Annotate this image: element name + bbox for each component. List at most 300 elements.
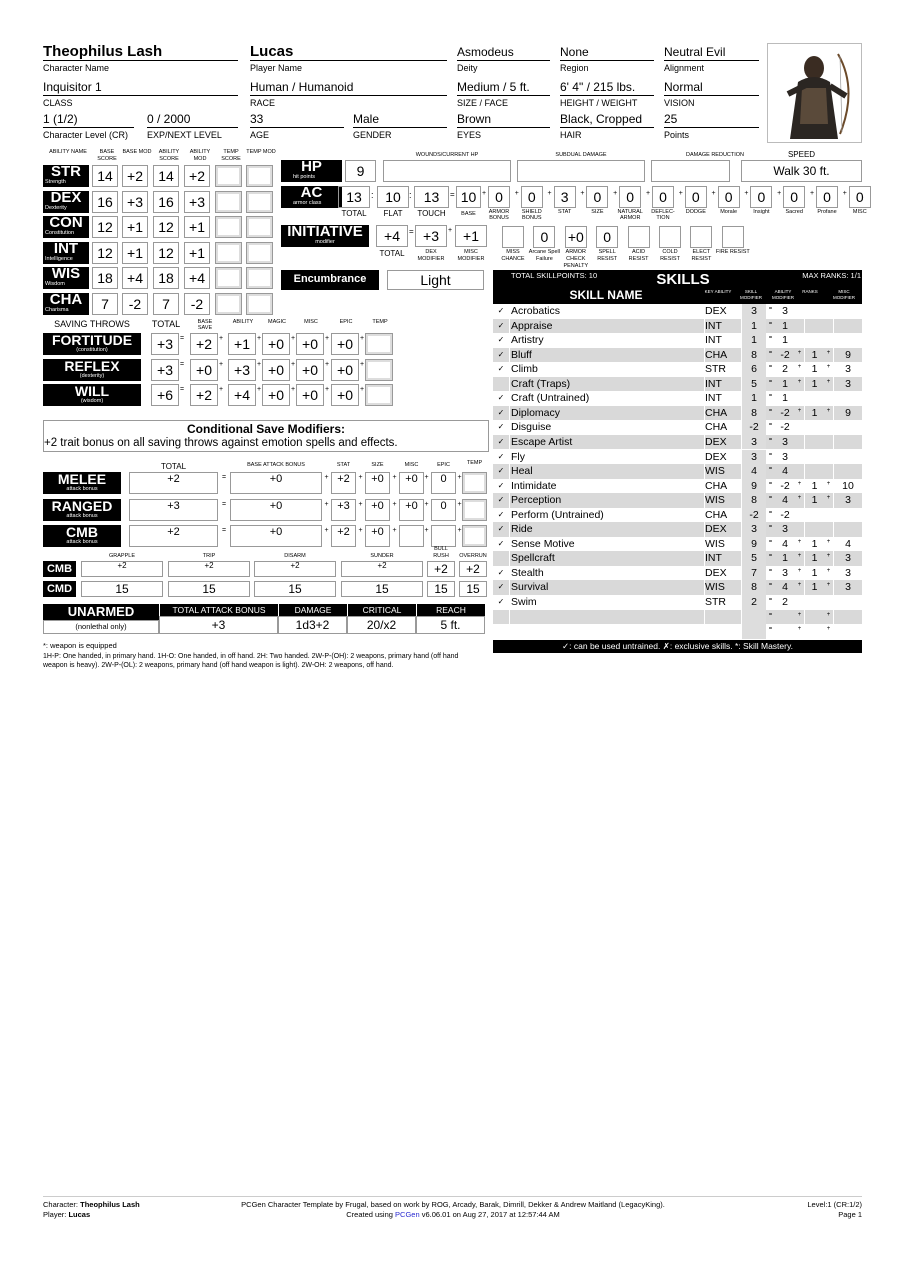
ac-plus-0: + xyxy=(481,190,487,197)
subdual-box xyxy=(517,160,645,182)
skill-ranks xyxy=(804,624,824,639)
skill-untrained-mark: ✓ xyxy=(497,393,505,403)
footer-created-pre: Created using xyxy=(346,1210,393,1219)
skill-mod: 8 xyxy=(741,348,766,363)
skill-eq: = xyxy=(768,335,773,342)
ability-temp-score xyxy=(215,242,242,264)
attack-plus: + xyxy=(392,500,397,508)
unarmed-value-3: 5 ft. xyxy=(416,616,485,634)
resist-box-1: 0 xyxy=(533,226,555,248)
skill-misc xyxy=(833,508,862,523)
skill-row[interactable] xyxy=(493,406,862,421)
skill-eq: = xyxy=(768,553,773,560)
skill-row[interactable] xyxy=(493,551,862,566)
attack-header-6: TEMP xyxy=(466,460,483,466)
skill-abil: 3 xyxy=(782,435,788,448)
save-sep-4: + xyxy=(324,335,330,342)
skill-key: WIS xyxy=(704,537,741,552)
skill-misc xyxy=(833,624,862,639)
ability-temp-score xyxy=(215,293,242,315)
skill-eq: = xyxy=(768,349,773,356)
skill-eq: = xyxy=(768,422,773,429)
skill-abil xyxy=(775,610,795,625)
ability-basemod: +2 xyxy=(122,165,148,187)
save-total: +3 xyxy=(151,333,179,355)
skill-misc: 3 xyxy=(833,493,862,508)
ac-flat: 10 xyxy=(377,186,409,208)
skill-ranks xyxy=(804,595,824,610)
save-base: +0 xyxy=(190,359,218,381)
unarmed-value-0: +3 xyxy=(159,616,278,634)
field-size: Medium / 5 ft. xyxy=(457,78,550,96)
save-base: +2 xyxy=(190,333,218,355)
skill-mod: 4 xyxy=(741,464,766,479)
skill-eq: = xyxy=(768,509,773,516)
skill-misc: 9 xyxy=(833,406,862,421)
ability-header-1: BASE SCORE xyxy=(97,149,117,162)
skill-row[interactable] xyxy=(493,537,862,552)
field-player: Lucas xyxy=(250,43,447,61)
field-height: 6' 4" / 215 lbs. xyxy=(560,78,654,96)
speed-label: SPEED xyxy=(787,150,816,159)
skill-mod: 7 xyxy=(741,566,766,581)
attack-header-4: MISC xyxy=(404,462,419,468)
unarmed-sub: (nonlethal only) xyxy=(43,620,159,634)
ac-plus-3: + xyxy=(580,190,585,197)
ability-mod: +4 xyxy=(184,267,210,289)
skill-abil: 4 xyxy=(782,581,788,594)
skill-row[interactable] xyxy=(493,493,862,508)
attack-stat: +3 xyxy=(331,499,356,521)
skill-name: Disguise xyxy=(509,420,704,435)
skill-untrained-mark: ✓ xyxy=(497,306,505,315)
save-header-7: TEMP xyxy=(372,319,388,325)
ac-touch: 13 xyxy=(414,186,449,208)
skill-name: Heal xyxy=(509,464,704,479)
skill-p2 xyxy=(824,319,833,334)
skill-ranks xyxy=(804,333,824,348)
attack-stat: +2 xyxy=(331,472,356,494)
ability-abbr: STR xyxy=(51,163,81,180)
save-header-5: MISC xyxy=(304,319,318,325)
attack-total: +2 xyxy=(129,525,218,547)
attack-temp xyxy=(462,472,487,494)
skill-row[interactable] xyxy=(493,319,862,334)
ability-temp-score xyxy=(215,191,242,213)
save-sep-3: + xyxy=(290,386,296,393)
initiative-label xyxy=(281,225,369,247)
init-eq: = xyxy=(409,227,414,236)
skill-row[interactable] xyxy=(493,580,862,595)
skill-key: CHA xyxy=(704,420,741,435)
skills-footer: ✓: can be used untrained. ✗: exclusive skills. *: Skill Mastery. xyxy=(493,640,862,653)
field-deity: Asmodeus xyxy=(457,43,550,61)
field-eyes: Brown xyxy=(457,110,550,128)
ability-abbr: CON xyxy=(49,214,83,231)
skill-untrained-mark: ✓ xyxy=(497,597,505,606)
skill-p2 xyxy=(824,435,833,450)
attack-sub: attack bonus xyxy=(66,486,98,492)
skill-eq: = xyxy=(768,480,773,487)
ac-sep1: : xyxy=(371,190,374,200)
save-sep-3: + xyxy=(290,335,296,342)
skill-untrained-mark: ✓ xyxy=(497,407,505,417)
initiative-title: INITIATIVE xyxy=(287,223,363,240)
ability-temp-mod xyxy=(246,216,273,238)
ability-header-4: ABILITY MOD xyxy=(189,149,211,162)
skill-name: Diplomacy xyxy=(509,406,704,421)
skill-p1: + xyxy=(797,480,802,487)
cmd-value-5: 15 xyxy=(459,581,487,597)
skill-mod: 2 xyxy=(741,595,766,610)
resist-box-7 xyxy=(722,226,744,248)
ac-plus-10: + xyxy=(809,190,815,197)
skill-mod: 1 xyxy=(741,319,766,334)
attack-total: +2 xyxy=(129,472,218,494)
attack-epic xyxy=(431,525,456,547)
ac-base-label: BASE xyxy=(461,211,476,217)
skill-abil xyxy=(775,624,795,639)
wounds-label: WOUNDS/CURRENT HP xyxy=(415,152,479,158)
skill-abil: -2 xyxy=(780,406,790,419)
skill-ranks xyxy=(804,610,824,625)
skill-row[interactable] xyxy=(493,464,862,479)
save-sep-1: + xyxy=(218,386,224,393)
skill-key: CHA xyxy=(704,348,741,363)
skill-ranks: 1 xyxy=(804,566,824,581)
ac-part-label-11: MISC xyxy=(852,209,867,215)
resist-label-6: ELECT RESIST xyxy=(691,249,712,262)
attack-header-2: STAT xyxy=(336,462,351,468)
ability-score: 16 xyxy=(153,191,179,213)
label-gender: GENDER xyxy=(353,130,392,140)
skill-untrained-mark: ✓ xyxy=(497,524,505,534)
skill-untrained-mark xyxy=(493,377,509,392)
skill-misc: 9 xyxy=(833,348,862,363)
init-dex: +3 xyxy=(415,225,447,247)
skills-header xyxy=(493,270,862,304)
attack-plus: + xyxy=(324,500,329,508)
ability-header-2: BASE MOD xyxy=(122,149,152,155)
ac-sub: armor class xyxy=(293,200,322,206)
skill-name-header: SKILL NAME xyxy=(569,288,643,302)
skill-untrained-mark: ✓ xyxy=(497,335,505,345)
pcgen-link[interactable]: PCGen xyxy=(395,1210,420,1219)
skill-mod: 5 xyxy=(741,551,766,566)
cmd-label: CMD xyxy=(43,581,76,597)
skill-untrained-mark xyxy=(493,624,509,639)
ability-temp-mod xyxy=(246,165,273,187)
attack-size: +0 xyxy=(365,525,390,547)
ac-label xyxy=(281,186,342,208)
skill-abil: -2 xyxy=(780,508,790,521)
subdual-label: SUBDUAL DAMAGE xyxy=(555,152,607,158)
save-magic: +0 xyxy=(262,333,290,355)
footer-page: Page 1 xyxy=(838,1210,862,1219)
save-header-1: TOTAL xyxy=(151,319,181,329)
skill-abil: -2 xyxy=(780,479,790,492)
attack-plus: + xyxy=(392,474,397,481)
skill-p1: + xyxy=(797,378,802,385)
skill-name: Craft (Untrained) xyxy=(509,391,704,406)
attack-plus: + xyxy=(424,474,429,481)
attack-name: MELEE xyxy=(57,471,107,487)
maneuver-header-0: GRAPPLE xyxy=(109,553,135,559)
skill-misc xyxy=(833,522,862,537)
skill-p2 xyxy=(824,508,833,523)
skill-row[interactable] xyxy=(493,435,862,450)
skill-mod: 3 xyxy=(741,435,766,450)
skill-p1: + xyxy=(797,626,802,633)
skill-row[interactable] xyxy=(493,377,862,392)
skill-abil: 1 xyxy=(782,552,788,565)
ac-part-1: 0 xyxy=(521,186,543,208)
field-gender: Male xyxy=(353,110,447,128)
skill-name: Spellcraft xyxy=(509,551,704,566)
init-plus: + xyxy=(448,227,453,234)
resist-box-5 xyxy=(659,226,681,248)
ability-basemod: +4 xyxy=(122,267,148,289)
hp-value: 9 xyxy=(345,160,376,182)
unarmed-header-2: CRITICAL xyxy=(347,604,416,616)
init-misc-label: MISC MODIFIER xyxy=(457,249,485,262)
ability-dex-label xyxy=(43,188,89,213)
skill-p1 xyxy=(795,333,804,348)
ac-base: 10 xyxy=(456,186,481,208)
skill-ranks: 1 xyxy=(804,479,824,494)
skill-row[interactable] xyxy=(493,304,862,319)
footer-player xyxy=(43,1210,90,1220)
save-ability: +4 xyxy=(228,384,256,406)
skill-mod xyxy=(741,624,766,639)
label-points: Points xyxy=(664,130,690,140)
label-class: CLASS xyxy=(43,98,73,108)
skill-untrained-mark xyxy=(493,551,509,566)
resist-box-6 xyxy=(690,226,712,248)
label-eyes: EYES xyxy=(457,130,482,140)
skill-mod: -2 xyxy=(741,508,766,523)
footer-character-label: Character: xyxy=(43,1200,79,1209)
attack-plus: + xyxy=(358,474,363,481)
ac-total: 13 xyxy=(338,186,370,208)
footer-character xyxy=(43,1200,140,1210)
skill-p2 xyxy=(824,420,833,435)
skill-eq: = xyxy=(768,466,773,473)
ac-plus-6: + xyxy=(678,190,683,197)
ability-basemod: -2 xyxy=(122,293,148,315)
skill-key: DEX xyxy=(704,566,741,581)
label-exp: EXP/NEXT LEVEL xyxy=(147,130,222,140)
skill-untrained-mark: ✓ xyxy=(497,320,505,330)
save-reflex-label xyxy=(43,359,141,381)
save-total: +6 xyxy=(151,384,179,406)
ability-basemod: +1 xyxy=(122,242,148,264)
equipped-note: *: weapon is equipped xyxy=(43,641,117,650)
unarmed-label: UNARMED xyxy=(43,604,159,620)
skill-p1: + xyxy=(797,407,802,414)
skill-abil: 3 xyxy=(782,566,788,579)
skill-key: STR xyxy=(704,362,741,377)
skill-row[interactable] xyxy=(493,508,862,523)
skill-p1 xyxy=(795,435,804,450)
ac-part-8: 0 xyxy=(750,186,772,208)
save-misc: +0 xyxy=(296,359,324,381)
save-sub: (constitution) xyxy=(76,347,108,353)
save-epic: +0 xyxy=(331,359,359,381)
save-sep-2: + xyxy=(256,335,262,342)
skill-p2: + xyxy=(826,553,831,560)
hp-sub: hit points xyxy=(293,174,316,180)
skill-row[interactable] xyxy=(493,479,862,494)
cmb-value-1: +2 xyxy=(168,561,250,577)
skill-eq: = xyxy=(768,451,773,458)
ability-header-0: ABILITY NAME xyxy=(49,149,87,155)
save-sep-0: = xyxy=(179,335,185,342)
cmb-value-5: +2 xyxy=(459,561,487,577)
attack-misc xyxy=(399,525,424,547)
label-alignment: Alignment xyxy=(664,63,705,73)
skill-p1: + xyxy=(797,553,802,560)
attack-melee-label xyxy=(43,472,121,494)
save-total: +3 xyxy=(151,359,179,381)
save-header-0: SAVING THROWS xyxy=(54,319,130,329)
skill-row[interactable] xyxy=(493,522,862,537)
skill-row[interactable] xyxy=(493,450,862,465)
skill-p2: + xyxy=(826,407,831,414)
skill-key: CHA xyxy=(704,406,741,421)
skill-mod xyxy=(741,610,766,625)
ac-part-10: 0 xyxy=(816,186,838,208)
skill-p1: + xyxy=(797,582,802,589)
skill-p1 xyxy=(795,595,804,610)
skill-untrained-mark: ✓ xyxy=(497,451,505,461)
skill-p1 xyxy=(795,464,804,479)
resist-box-4 xyxy=(628,226,650,248)
ac-part-label-0: ARMOR BONUS xyxy=(488,209,510,221)
field-race: Human / Humanoid xyxy=(250,78,447,96)
conditional-save-modifiers xyxy=(43,420,489,452)
skills-table xyxy=(493,304,862,640)
label-player: Player Name xyxy=(250,63,303,73)
skill-ranks xyxy=(804,522,824,537)
attack-plus: + xyxy=(358,527,363,534)
cmd-value-1: 15 xyxy=(168,581,250,597)
skill-row[interactable] xyxy=(493,610,862,625)
attack-bab: +0 xyxy=(230,525,322,547)
label-size: SIZE / FACE xyxy=(457,98,509,108)
skill-misc xyxy=(833,420,862,435)
skill-name: Fly xyxy=(509,450,704,465)
cmb-value-2: +2 xyxy=(254,561,336,577)
skill-p1: + xyxy=(797,567,802,574)
field-vision: Normal xyxy=(664,78,759,96)
ac-part-label-4: NATURAL ARMOR xyxy=(617,209,643,221)
ac-part-11: 0 xyxy=(849,186,871,208)
save-magic: +0 xyxy=(262,384,290,406)
skill-row[interactable] xyxy=(493,348,862,363)
skill-ranks: 1 xyxy=(804,580,824,595)
ability-basemod: +3 xyxy=(122,191,148,213)
skill-row[interactable] xyxy=(493,420,862,435)
ability-score: 12 xyxy=(153,216,179,238)
ability-temp-mod xyxy=(246,242,273,264)
save-temp xyxy=(365,333,393,355)
save-magic: +0 xyxy=(262,359,290,381)
skill-col-header-3: RANKS xyxy=(802,289,818,294)
skill-mod: 8 xyxy=(741,493,766,508)
skill-key: WIS xyxy=(704,464,741,479)
ac-part-9: 0 xyxy=(783,186,805,208)
attack-epic: 0 xyxy=(431,499,456,521)
hp-title: HP xyxy=(301,158,322,175)
skill-row[interactable] xyxy=(493,595,862,610)
skill-abil: 3 xyxy=(782,450,788,463)
attack-plus: + xyxy=(324,527,329,534)
skill-row[interactable] xyxy=(493,333,862,348)
skill-row[interactable] xyxy=(493,624,862,639)
skill-p1 xyxy=(795,450,804,465)
save-name: REFLEX xyxy=(64,357,120,374)
maneuver-header-2: DISARM xyxy=(284,553,306,559)
ac-plus-5: + xyxy=(645,190,651,197)
cmd-value-0: 15 xyxy=(81,581,163,597)
cmd-value-4: 15 xyxy=(427,581,455,597)
skill-row[interactable] xyxy=(493,362,862,377)
skill-p2: + xyxy=(826,582,831,589)
unarmed-header-0: TOTAL ATTACK BONUS xyxy=(159,604,278,616)
skill-key: WIS xyxy=(704,493,741,508)
skill-misc: 3 xyxy=(833,377,862,392)
attack-header-1: BASE ATTACK BONUS xyxy=(247,462,305,468)
ac-part-0: 0 xyxy=(488,186,510,208)
ac-part-label-2: STAT xyxy=(557,209,572,215)
attack-temp xyxy=(462,499,487,521)
skill-row[interactable] xyxy=(493,391,862,406)
skill-untrained-mark: ✓ xyxy=(497,422,505,432)
skill-p2: + xyxy=(826,611,831,618)
footer-created-post: v6.06.01 on Aug 27, 2017 at 12:57:44 AM xyxy=(421,1210,560,1219)
label-age: AGE xyxy=(250,130,270,140)
skill-misc xyxy=(833,610,862,625)
skill-p2 xyxy=(824,595,833,610)
skill-name: Climb xyxy=(509,362,704,377)
skill-mod: 5 xyxy=(741,377,766,392)
skill-row[interactable] xyxy=(493,566,862,581)
skill-mod: -2 xyxy=(741,420,766,435)
resist-label-2: ARMOR CHECK PENALTY xyxy=(563,249,589,269)
skill-untrained-mark: ✓ xyxy=(497,582,505,592)
resist-box-0 xyxy=(502,226,524,248)
save-temp xyxy=(365,384,393,406)
skill-ranks: 1 xyxy=(804,362,824,377)
ability-name: Charisma xyxy=(45,306,69,313)
skill-key: INT xyxy=(704,319,741,334)
skill-misc: 3 xyxy=(833,566,862,581)
ac-flat-label: FLAT xyxy=(383,209,403,218)
skill-misc: 3 xyxy=(833,580,862,595)
label-deity: Deity xyxy=(457,63,478,73)
field-class: Inquisitor 1 xyxy=(43,78,238,96)
skill-ranks: 1 xyxy=(804,348,824,363)
skill-mod: 1 xyxy=(741,391,766,406)
save-header-3: ABILITY xyxy=(232,319,254,325)
attack-header-0: TOTAL xyxy=(160,462,187,471)
save-sub: (dexterity) xyxy=(79,372,105,379)
skill-key: DEX xyxy=(704,304,741,319)
ability-name: Dexterity xyxy=(45,204,67,211)
maneuver-header-1: TRIP xyxy=(202,553,216,559)
ac-part-label-6: DODGE xyxy=(685,209,706,215)
